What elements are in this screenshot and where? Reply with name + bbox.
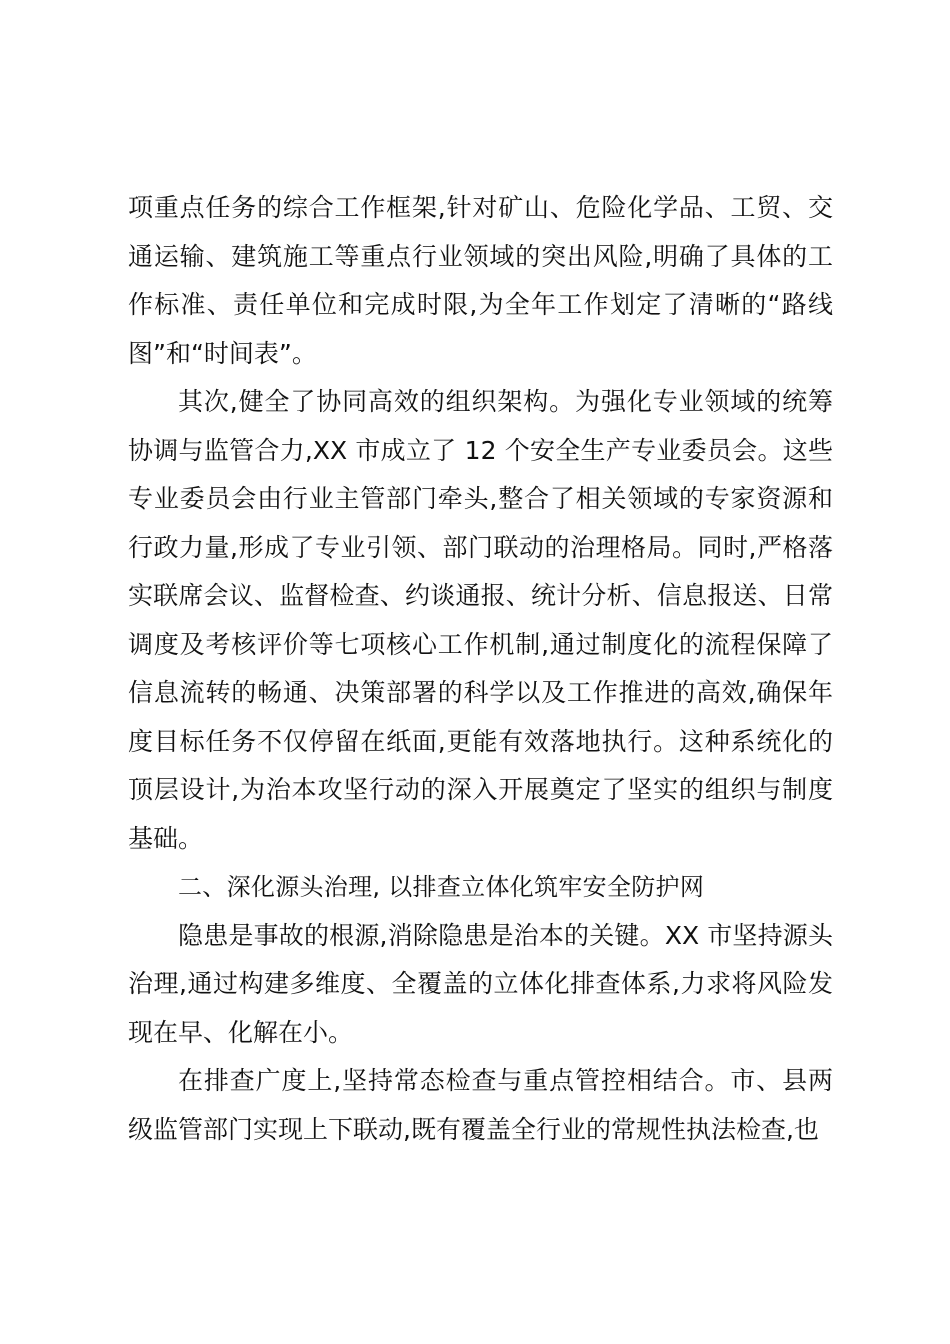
paragraph-inspection-scope: 在排查广度上,坚持常态检查与重点管控相结合。市、县两级监管部门实现上下联动,既有覆盖全行业的常规性执法检查,也	[128, 1066, 833, 1144]
paragraph-continuation: 项重点任务的综合工作框架,针对矿山、危险化学品、工贸、交通运输、建筑施工等重点行业领域的突出风险,明确了具体的工作标准、责任单位和完成时限,为全年工作划定了清晰的“路线图”和“时间表”。	[128, 193, 833, 368]
section-heading: 二、深化源头治理, 以排查立体化筑牢安全防护网	[178, 873, 705, 901]
paragraph-organization: 其次,健全了协同高效的组织架构。为强化专业领域的统筹协调与监管合力,XX 市成立了 12 个安全生产专业委员会。这些专业委员会由行业主管部门牵头,整合了相关领域的专家资源和行政力量,形成了专业引领、部门联动的治理格局。同时,严格落实联席会议、监督检查、约谈通报、统计分析、信息报送、日常调度及考核评价等七项核心工作机制,通过制度化的流程保障了信息流转的畅通、决策部署的科学以及工作推进的高效,确保年度目标任务不仅停留在纸面,更能有效落地执行。这种系统化的顶层设计,为治本攻坚行动的深入开展奠定了坚实的组织与制度基础。	[128, 387, 833, 853]
document-body	[128, 184, 833, 1154]
paragraph-hazard-source: 隐患是事故的根源,消除隐患是治本的关键。XX 市坚持源头治理,通过构建多维度、全覆盖的立体化排查体系,力求将风险发现在早、化解在小。	[128, 920, 833, 1047]
